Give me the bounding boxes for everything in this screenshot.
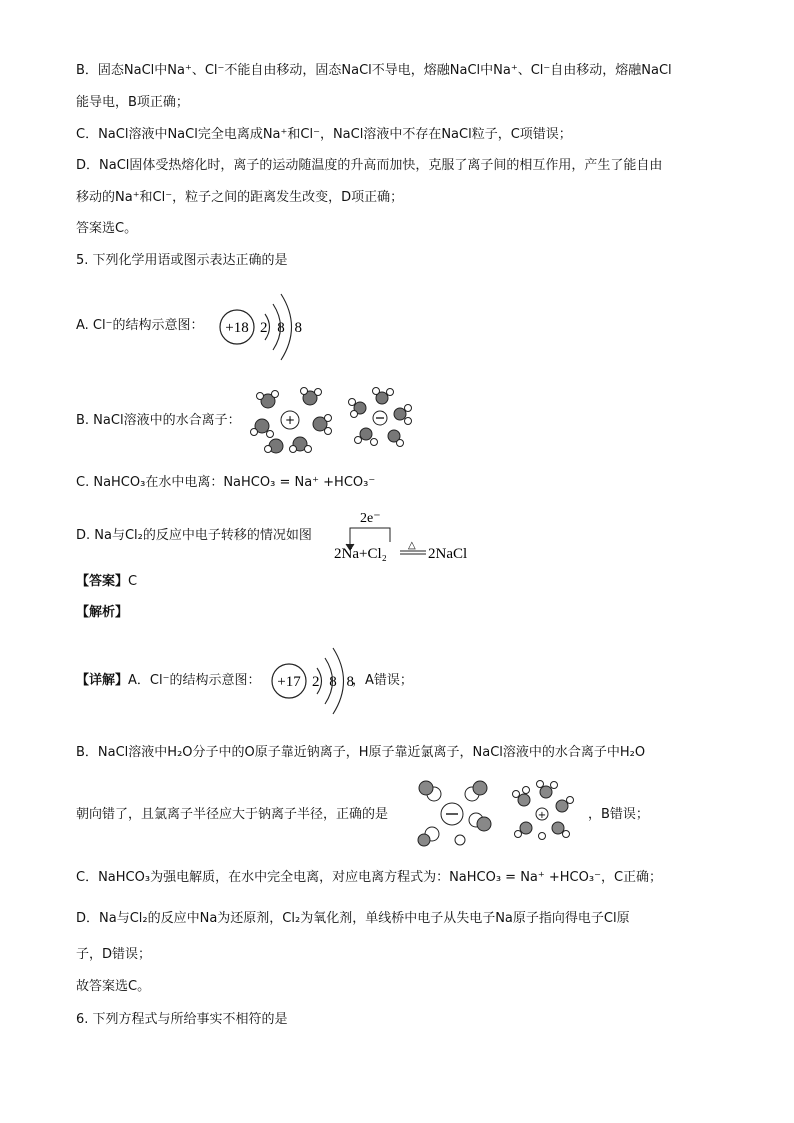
detail-b-tail: ，B错误； [588,807,649,822]
answer-value: C [128,574,138,589]
detail-b-line2: 朝向错了，且氯离子半径应大于钠离子半径，正确的是 [76,807,389,822]
equation-reactants: 2Na+Cl₂ [334,546,387,562]
detail-c-text: C．NaHCO₃为强电解质，在水中完全电离，对应电离方程式为：NaHCO₃ = Na⁺ +HCO₃⁻，C正确； [76,870,663,885]
q5-option-d-label: D. Na与Cl₂的反应中电子转移的情况如图 [76,528,312,543]
detail-d-line1: D．Na与Cl₂的反应中Na为还原剂，Cl₂为氧化剂，单线桥中电子从失电子Na原子指向得电子Cl原 [76,911,630,926]
nucleus-charge: +17 [277,674,301,690]
option-c-text: C．NaCl溶液中NaCl完全电离成Na⁺和Cl⁻，NaCl溶液中不存在NaCl粒子，C项错误； [76,127,572,142]
option-b-line1: B．固态NaCl中Na⁺、Cl⁻不能自由移动，固态NaCl不导电，熔融NaCl中Na⁺、Cl⁻自由移动，熔融NaCl [76,63,672,78]
electron-count-label: 2e⁻ [360,511,381,526]
svg-text:+: + [284,413,296,427]
answer-tag: 【答案】 [76,574,129,589]
question-5-title: 5. 下列化学用语或图示表达正确的是 [76,253,288,268]
detail-tag: 【详解】 [76,673,129,688]
detail-a-label: A．Cl⁻的结构示意图： [128,673,261,688]
nucleus-charge: +18 [225,320,249,336]
hydrated-anion [349,388,412,447]
svg-text:+: + [537,810,547,821]
detail-b-line1: B．NaCl溶液中H₂O分子中的O原子靠近钠离子，H原子靠近氯离子，NaCl溶液中的水合离子中H₂O [76,745,646,760]
previous-answer: 答案选C。 [76,221,138,236]
detail-a-tail: ，A错误； [352,673,413,688]
option-d-line1: D．NaCl固体受热熔化时，离子的运动随温度的升高而加快，克服了离子间的相互作用，产生了能自由 [76,158,663,173]
hydrated-ions-correct-diagram [412,780,586,846]
heat-symbol: △ [408,540,416,551]
analysis-tag: 【解析】 [76,605,129,620]
final-answer: 故答案选C。 [76,979,151,994]
q5-option-a-label: A. Cl⁻的结构示意图： [76,318,204,333]
electron-transfer-diagram [330,506,490,562]
electron-shells: 2 8 8 [312,674,357,690]
chloride-ion-structure-diagram [218,286,305,368]
hydrated-sodium-ion [513,781,574,840]
q5-option-c-text: C. NaHCO₃在水中电离：NaHCO₃ = Na⁺ +HCO₃⁻ [76,475,376,490]
q5-option-b-label: B. NaCl溶液中的水合离子： [76,413,241,428]
hydrated-cation [251,388,332,454]
answer-row [76,573,137,591]
electron-shells: 2 8 8 [260,320,305,336]
equation-product: 2NaCl [428,546,468,562]
option-d-line2: 移动的Na⁺和Cl⁻，粒子之间的距离发生改变，D项正确； [76,190,404,205]
chloride-ion-structure-correct [270,640,357,722]
detail-d-line2: 子，D错误； [76,947,152,962]
hydrated-ions-diagram-question [250,386,420,452]
question-6-title: 6. 下列方程式与所给事实不相符的是 [76,1012,288,1027]
detail-a-row [76,672,260,690]
option-b-line2: 能导电，B项正确； [76,95,189,110]
hydrated-chloride-ion [418,781,491,846]
